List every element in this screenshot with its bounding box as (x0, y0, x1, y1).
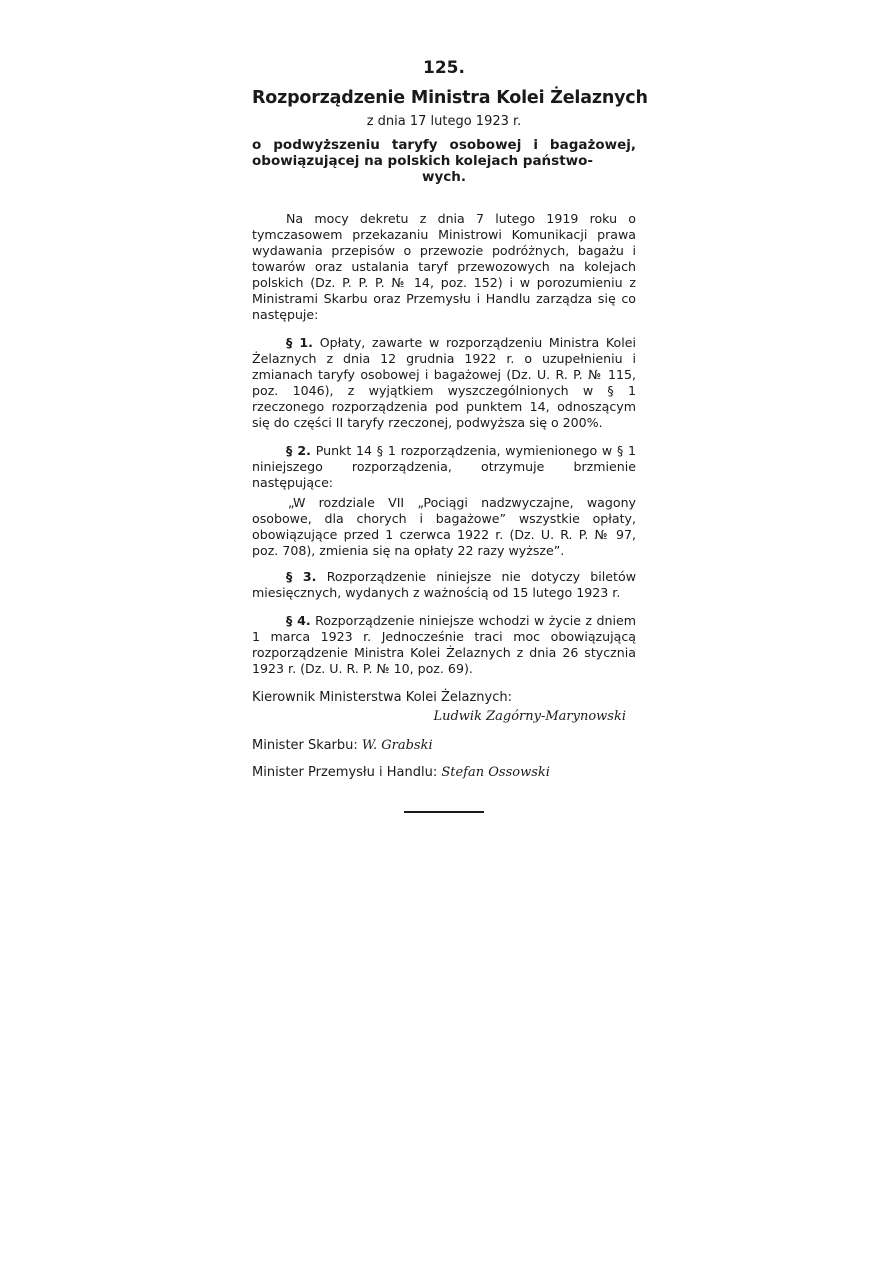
section-3 (252, 569, 636, 601)
document-page (252, 58, 648, 813)
subject-end: wych. (421, 169, 466, 185)
railways-signature-label: Kierownik Ministerstwa Kolei Żelaznych: (252, 690, 512, 705)
document-subject (252, 137, 636, 185)
treasury-signature-label: Minister Skarbu: (252, 738, 358, 753)
section-2-text: Punkt 14 § 1 rozporządzenia, wymienionego w § 1 niniejszego rozporządzenia, otrzymuje brzmienie następujące: (252, 443, 636, 490)
section-1 (252, 335, 636, 431)
treasury-signature (252, 737, 636, 754)
section-2 (252, 443, 636, 491)
section-4 (252, 613, 636, 677)
section-2-number: § 2. (286, 443, 311, 458)
section-3-number: § 3. (286, 569, 317, 584)
industry-signature-label: Minister Przemysłu i Handlu: (252, 765, 438, 780)
treasury-signature-name: W. Grabski (361, 738, 433, 753)
preamble-paragraph: Na mocy dekretu z dnia 7 lutego 1919 roku o tymczasowem przekazaniu Ministrowi Komunikacji prawa wydawania przepisów o przewozie podróżnych, bagażu i towarów oraz ustalania taryf przewozowych na kolejach polskich (Dz. P. P. P. № 14, poz. 152) i w porozumieniu z Ministrami Skarbu oraz Przemysłu i Handlu zarządza się co następuje: (252, 211, 636, 322)
section-4-text: Rozporządzenie niniejsze wchodzi w życie z dniem 1 marca 1923 r. Jednocześnie traci moc obowiązującą rozporządzenie Ministra Kolei Żelaznych z dnia 26 stycznia 1923 r. (Dz. U. R. P. № 10, poz. 69). (252, 613, 636, 676)
industry-signature-name: Stefan Ossowski (441, 765, 550, 780)
section-3-text: Rozporządzenie niniejsze nie dotyczy biletów miesięcznych, wydanych z ważnością od 15 lutego 1923 r. (252, 569, 636, 600)
page-number: 125. (423, 58, 465, 78)
closing-divider (404, 811, 484, 813)
section-4-number: § 4. (286, 613, 311, 628)
railways-signature-name: Ludwik Zagórny-Marynowski (433, 709, 626, 724)
industry-signature (252, 764, 636, 781)
section-1-text: Opłaty, zawarte w rozporządzeniu Ministra Kolei Żelaznych z dnia 12 grudnia 1922 r. o uzupełnieniu i zmianach taryfy osobowej i bagażowej (Dz. U. R. P. № 115, poz. 1046), z wyjątkiem wyszczególnionych w § 1 rzeczonego rozporządzenia pod punktem 14, odnoszącym się do części II taryfy rzeczonej, podwyższa się o 200%. (252, 335, 636, 430)
document-title: Rozporządzenie Ministra Kolei Żelaznych (252, 88, 648, 108)
section-2-quote: „W rozdziale VII „Pociągi nadzwyczajne, wagony osobowe, dla chorych i bagażowe” wszystkie opłaty, obowiązujące przed 1 czerwca 1922 r. (Dz. U. R. P. № 97, poz. 708), zmienia się na opłaty 22 razy wyższe”. (252, 495, 636, 558)
signature-block (252, 689, 636, 781)
subject-text: o podwyższeniu taryfy osobowej i bagażowej, obowiązującej na polskich kolejach państwo- (252, 137, 636, 169)
section-1-number: § 1. (286, 335, 313, 350)
document-date: z dnia 17 lutego 1923 r. (366, 114, 522, 129)
